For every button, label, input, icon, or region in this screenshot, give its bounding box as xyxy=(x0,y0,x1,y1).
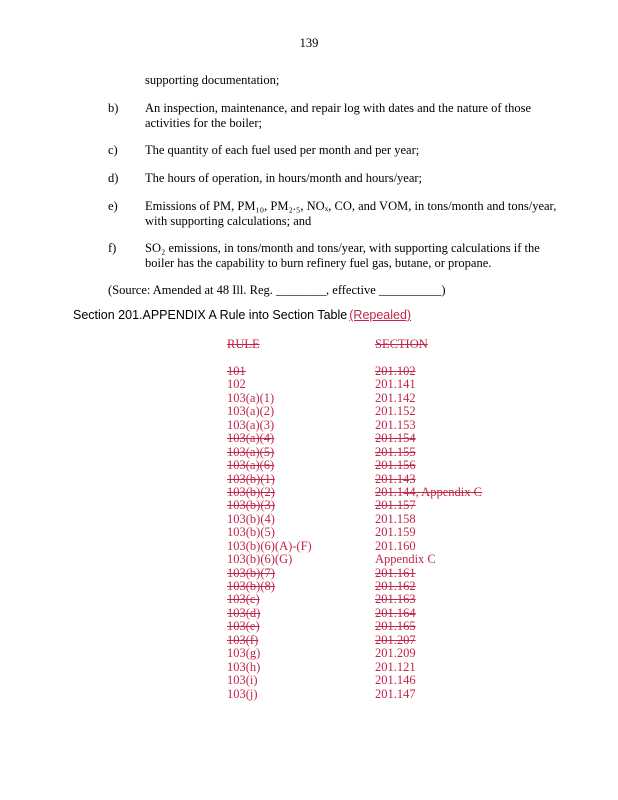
table-cell-rule: 103(a)(6) xyxy=(227,458,275,473)
table-cell-rule: 103(e) xyxy=(227,619,260,634)
table-cell-section: 201.161 xyxy=(375,565,416,580)
table-cell-section: 201.153 xyxy=(375,417,416,432)
table-cell-rule: 103(i) xyxy=(227,673,258,688)
table-cell-section: 201.163 xyxy=(375,592,416,607)
table-cell-rule: 103(b)(2) xyxy=(227,484,275,499)
table-cell-rule: 103(b)(5) xyxy=(227,525,275,540)
item-e-label: e) xyxy=(108,199,118,213)
table-cell-section: 201.155 xyxy=(375,444,416,459)
table-cell-section: 201.152 xyxy=(375,404,416,419)
table-cell-rule: 103(b)(7) xyxy=(227,565,275,580)
table-cell-rule: 103(a)(2) xyxy=(227,404,275,419)
section-heading-title: Section 201.APPENDIX A Rule into Section Table xyxy=(73,308,348,322)
table-cell-rule: 103(f) xyxy=(227,632,259,647)
item-d-label: d) xyxy=(108,171,119,185)
table-cell-section: 201.158 xyxy=(375,511,416,526)
table-cell-rule: 103(a)(3) xyxy=(227,417,275,432)
item-e-text: Emissions of PM, PM₁₀, PM₂.₅, NOₓ, CO, and VOM, in tons/month and tons/year, with supporting calculations; and xyxy=(145,199,557,228)
section-column-header: SECTION xyxy=(375,337,428,351)
item-a-continuation: supporting documentation; xyxy=(145,73,280,87)
item-f-text: SO₂ emissions, in tons/month and tons/year, with supporting calculations if the boiler has the capability to burn refinery fuel gas, butane, or propane. xyxy=(145,241,540,270)
section-column xyxy=(375,365,482,701)
table-cell-section: 201.157 xyxy=(375,498,416,513)
repealed-label: (Repealed) xyxy=(349,308,412,322)
item-b-label: b) xyxy=(108,101,119,115)
item-c-text: The quantity of each fuel used per month and per year; xyxy=(145,143,420,157)
page-number: 139 xyxy=(299,36,319,50)
item-f-label: f) xyxy=(108,241,117,255)
table-cell-section: 201.159 xyxy=(375,525,416,540)
table-cell-section: 201.164 xyxy=(375,605,416,620)
table-cell-rule: 103(a)(5) xyxy=(227,444,275,459)
rule-column-header: RULE xyxy=(227,337,260,351)
table-cell-rule: 103(c) xyxy=(227,592,260,607)
item-d-text: The hours of operation, in hours/month and hours/year; xyxy=(145,171,423,185)
table-cell-section: 201.160 xyxy=(375,538,416,553)
table-cell-rule: 103(g) xyxy=(227,646,261,661)
section-heading xyxy=(73,308,411,322)
table-cell-section: 201.154 xyxy=(375,431,416,446)
table-cell-rule: 102 xyxy=(227,377,246,392)
item-b-text: An inspection, maintenance, and repair log with dates and the nature of those activities for the boiler; xyxy=(145,101,531,130)
table-cell-section: 201.156 xyxy=(375,458,416,473)
table-cell-section: 201.143 xyxy=(375,471,416,486)
table-cell-section: 201.144, Appendix C xyxy=(375,484,482,499)
table-cell-section: 201.141 xyxy=(375,377,416,392)
table-cell-section: Appendix C xyxy=(375,552,436,567)
table-cell-rule: 101 xyxy=(227,364,246,378)
table-cell-rule: 103(a)(4) xyxy=(227,431,275,446)
table-cell-section: 201.121 xyxy=(375,659,416,674)
table-cell-rule: 103(d) xyxy=(227,605,261,620)
rule-column xyxy=(227,365,312,701)
item-c-label: c) xyxy=(108,143,118,157)
table-cell-rule: 103(b)(6)(A)-(F) xyxy=(227,538,312,553)
table-cell-rule: 103(b)(8) xyxy=(227,579,275,593)
table-cell-section: 201.102 xyxy=(375,364,416,378)
table-cell-section: 201.146 xyxy=(375,673,416,688)
table-cell-rule: 103(j) xyxy=(227,686,258,701)
table-cell-section: 201.147 xyxy=(375,686,416,701)
table-cell-section: 201.165 xyxy=(375,619,416,634)
table-cell-rule: 103(h) xyxy=(227,659,261,674)
table-cell-section: 201.207 xyxy=(375,632,416,647)
table-cell-rule: 103(b)(3) xyxy=(227,498,275,513)
table-cell-section: 201.142 xyxy=(375,390,416,405)
table-cell-rule: 103(b)(6)(G) xyxy=(227,552,293,567)
table-cell-rule: 103(b)(1) xyxy=(227,471,275,486)
table-cell-section: 201.162 xyxy=(375,579,416,593)
source-note: (Source: Amended at 48 Ill. Reg. ________, effective __________) xyxy=(108,283,446,297)
table-cell-rule: 103(b)(4) xyxy=(227,511,275,526)
table-cell-rule: 103(a)(1) xyxy=(227,390,275,405)
table-cell-section: 201.209 xyxy=(375,646,416,661)
